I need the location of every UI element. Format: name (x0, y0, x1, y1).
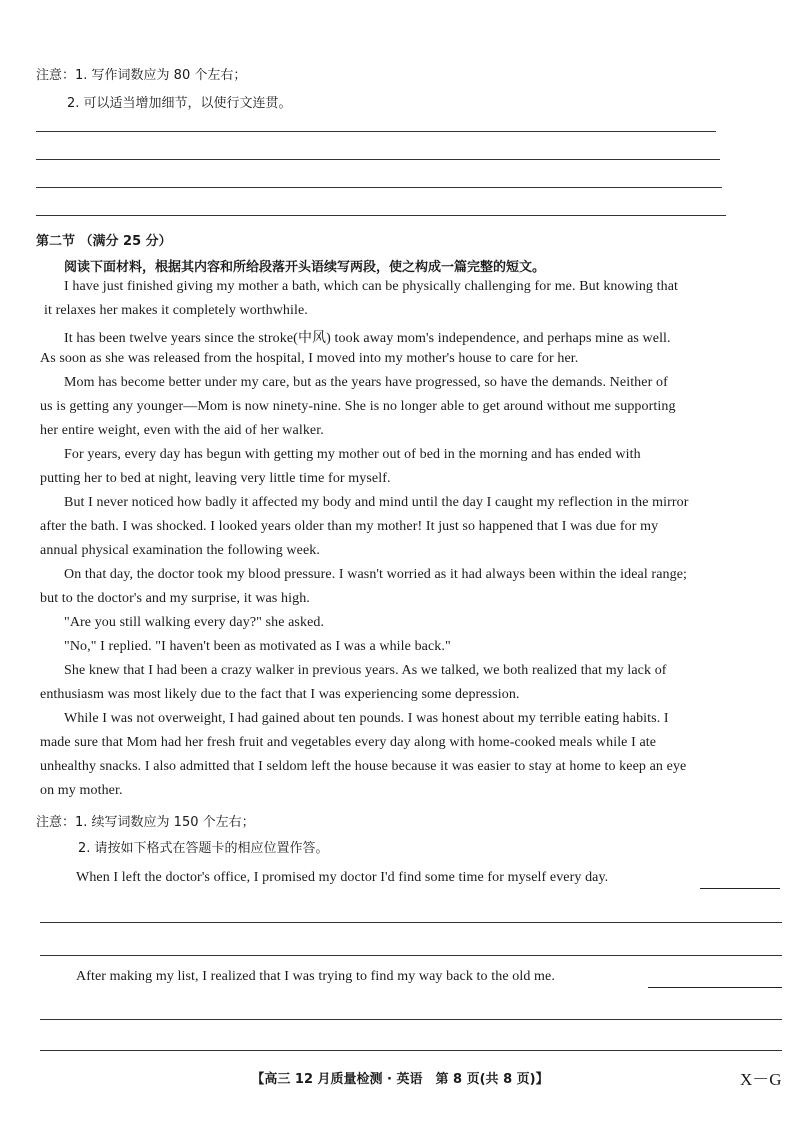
passage-line: But I never noticed how badly it affected my body and mind until the day I caught my reflection in the mirror (64, 495, 689, 510)
continuation-prompt-1: When I left the doctor's office, I promised my doctor I'd find some time for myself every day. (76, 870, 609, 885)
passage-line: "No," I replied. "I haven't been as motivated as I was a while back." (64, 639, 451, 654)
passage-line: putting her to bed at night, leaving very little time for myself. (40, 471, 391, 486)
note2-line-2: 2. 请按如下格式在答题卡的相应位置作答。 (78, 841, 329, 856)
passage-line: "Are you still walking every day?" she asked. (64, 615, 325, 630)
writing-line (36, 187, 722, 188)
passage-line: annual physical examination the following week. (40, 543, 320, 558)
writing-line (36, 131, 716, 132)
answer-line[interactable] (40, 1050, 782, 1051)
answer-line[interactable] (40, 955, 782, 956)
page-footer: 【高三 12 月质量检测 · 英语 第 8 页(共 8 页)】 (251, 1072, 549, 1087)
writing-line (36, 159, 720, 160)
passage-line: She knew that I had been a crazy walker in previous years. As we talked, we both realized that my lack of (64, 663, 667, 678)
answer-blank[interactable] (648, 987, 782, 988)
section-instruction: 阅读下面材料，根据其内容和所给段落开头语续写两段，使之构成一篇完整的短文。 (64, 260, 546, 275)
passage-line: Mom has become better under my care, but as the years have progressed, so have the demands. Neither of (64, 375, 668, 390)
passage-line: unhealthy snacks. I also admitted that I seldom left the house because it was easier to stay at home to keep an eye (40, 759, 687, 774)
passage-line: It has been twelve years since the stroke(中风) took away mom's independence, and perhaps mine as well. (64, 331, 671, 346)
note-line-2: 2. 可以适当增加细节，以使行文连贯。 (67, 96, 292, 111)
passage-line: us is getting any younger—Mom is now ninety-nine. She is no longer able to get around without me supporting (40, 399, 676, 414)
answer-line[interactable] (40, 1019, 782, 1020)
passage-line: her entire weight, even with the aid of her walker. (40, 423, 324, 438)
note-line-1: 注意：1. 写作词数应为 80 个左右； (36, 68, 247, 83)
passage-line: enthusiasm was most likely due to the fact that I was experiencing some depression. (40, 687, 520, 702)
passage-line: While I was not overweight, I had gained about ten pounds. I was honest about my terrible eating habits. I (64, 711, 669, 726)
passage-line: on my mother. (40, 783, 123, 798)
answer-blank[interactable] (700, 888, 780, 889)
section-heading: 第二节 （满分 25 分） (36, 234, 172, 249)
answer-line[interactable] (40, 922, 782, 923)
continuation-prompt-2: After making my list, I realized that I was trying to find my way back to the old me. (76, 969, 555, 984)
paper-code: X－G (740, 1070, 782, 1089)
passage-line: but to the doctor's and my surprise, it was high. (40, 591, 310, 606)
passage-line: For years, every day has begun with getting my mother out of bed in the morning and has ended with (64, 447, 641, 462)
writing-line (36, 215, 726, 216)
passage-line: after the bath. I was shocked. I looked years older than my mother! It just so happened that I was due for my (40, 519, 659, 534)
passage-line: I have just finished giving my mother a bath, which can be physically challenging for me. But knowing that (64, 279, 679, 294)
passage-line: On that day, the doctor took my blood pressure. I wasn't worried as it had always been within the ideal range; (64, 567, 688, 582)
passage-line: it relaxes her makes it completely worthwhile. (44, 303, 308, 318)
note2-line-1: 注意：1. 续写词数应为 150 个左右； (36, 815, 255, 830)
passage-line: made sure that Mom had her fresh fruit and vegetables every day along with home-cooked meals while I ate (40, 735, 657, 750)
passage-line: As soon as she was released from the hospital, I moved into my mother's house to care for her. (40, 351, 579, 366)
